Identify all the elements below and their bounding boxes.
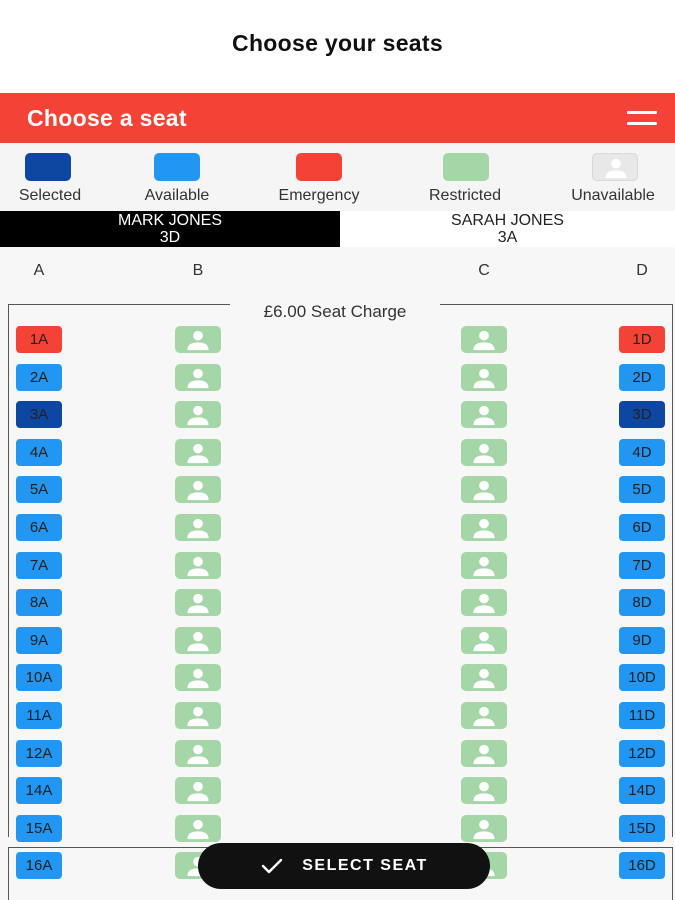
seat-restricted-c[interactable] [461,740,507,767]
legend-label: Available [144,187,210,204]
person-icon [175,439,221,466]
legend-label: Unavailable [571,187,655,204]
seat-10a[interactable]: 10A [16,664,62,691]
person-icon [461,740,507,767]
passenger-name: MARK JONES [117,212,222,229]
column-header-d: D [636,262,648,279]
legend-item-restricted [410,143,520,211]
seat-restricted-c[interactable] [461,514,507,541]
person-icon [461,326,507,353]
person-icon [175,740,221,767]
seat-8a[interactable]: 8A [16,589,62,616]
select-seat-label: SELECT SEAT [302,857,428,874]
seat-restricted-c[interactable] [461,476,507,503]
page-title: Choose your seats [232,30,443,56]
seat-7a[interactable]: 7A [16,552,62,579]
legend-item-available [122,143,232,211]
person-icon [461,589,507,616]
legend-item-selected [0,143,105,211]
legend-label: Restricted [428,187,502,204]
seat-charge-zone [8,304,673,837]
seat-11d[interactable]: 11D [619,702,665,729]
passenger-tabs [0,211,675,247]
seat-12d[interactable]: 12D [619,740,665,767]
seat-restricted-b[interactable] [175,702,221,729]
person-icon [175,777,221,804]
seat-10d[interactable]: 10D [619,664,665,691]
seat-restricted-c[interactable] [461,401,507,428]
seat-4d[interactable]: 4D [619,439,665,466]
passenger-seat: 3D [159,229,181,246]
seat-restricted-c[interactable] [461,702,507,729]
person-icon [175,627,221,654]
person-icon [175,552,221,579]
person-icon [461,815,507,842]
seat-12a[interactable]: 12A [16,740,62,767]
column-header-b: B [192,262,204,279]
seat-14a[interactable]: 14A [16,777,62,804]
app-bar [0,93,675,143]
app-bar-title: Choose a seat [27,104,187,131]
person-icon [175,476,221,503]
seat-2a[interactable]: 2A [16,364,62,391]
person-icon [461,627,507,654]
passenger-tab-sarah-jones[interactable] [340,211,675,247]
legend-swatch-selected [25,153,71,181]
person-icon [461,364,507,391]
seat-restricted-b[interactable] [175,740,221,767]
person-icon [175,326,221,353]
seat-1d[interactable]: 1D [619,326,665,353]
select-seat-button[interactable] [198,843,490,889]
seat-7d[interactable]: 7D [619,552,665,579]
seat-restricted-b[interactable] [175,589,221,616]
person-icon [175,514,221,541]
column-header-a: A [33,262,45,279]
person-icon [175,702,221,729]
seat-restricted-c[interactable] [461,627,507,654]
seat-8d[interactable]: 8D [619,589,665,616]
seat-6d[interactable]: 6D [619,514,665,541]
check-icon [260,856,284,876]
seat-15a[interactable]: 15A [16,815,62,842]
seat-restricted-b[interactable] [175,439,221,466]
person-icon [175,815,221,842]
legend-item-unavailable [558,143,668,211]
column-header-c: C [478,262,490,279]
seat-11a[interactable]: 11A [16,702,62,729]
person-icon [175,664,221,691]
person-icon [461,439,507,466]
seat-restricted-b[interactable] [175,476,221,503]
passenger-name: SARAH JONES [451,212,564,229]
seat-3d[interactable]: 3D [619,401,665,428]
seat-restricted-c[interactable] [461,326,507,353]
person-icon [461,401,507,428]
seat-restricted-c[interactable] [461,439,507,466]
legend-label: Emergency [278,187,360,204]
seat-1a[interactable]: 1A [16,326,62,353]
seat-restricted-b[interactable] [175,326,221,353]
legend-swatch-restricted [443,153,489,181]
person-icon [461,702,507,729]
seat-restricted-b[interactable] [175,815,221,842]
person-icon [461,476,507,503]
passenger-tab-mark-jones[interactable] [0,211,340,247]
seat-2d[interactable]: 2D [619,364,665,391]
seat-5a[interactable]: 5A [16,476,62,503]
seat-restricted-c[interactable] [461,364,507,391]
seat-restricted-b[interactable] [175,364,221,391]
legend-label: Selected [18,187,82,204]
seat-restricted-b[interactable] [175,514,221,541]
seat-restricted-b[interactable] [175,627,221,654]
person-icon [593,154,639,181]
person-icon [175,364,221,391]
seat-restricted-b[interactable] [175,401,221,428]
seat-map [0,247,675,900]
seat-9a[interactable]: 9A [16,627,62,654]
seat-9d[interactable]: 9D [619,627,665,654]
legend-item-emergency [264,143,374,211]
seat-14d[interactable]: 14D [619,777,665,804]
seat-4a[interactable]: 4A [16,439,62,466]
seat-restricted-c[interactable] [461,552,507,579]
seat-restricted-c[interactable] [461,589,507,616]
seat-15d[interactable]: 15D [619,815,665,842]
seat-16a[interactable]: 16A [16,852,62,879]
seat-restricted-b[interactable] [175,664,221,691]
seat-restricted-c[interactable] [461,777,507,804]
passenger-seat: 3A [497,229,518,246]
person-icon [175,589,221,616]
menu-icon[interactable] [627,109,657,127]
person-icon [461,777,507,804]
person-icon [175,401,221,428]
person-icon [461,664,507,691]
seat-restricted-c[interactable] [461,815,507,842]
person-icon [461,514,507,541]
seat-restricted-b[interactable] [175,552,221,579]
seat-3a[interactable]: 3A [16,401,62,428]
seat-legend [0,143,675,211]
seat-16d[interactable]: 16D [619,852,665,879]
seat-restricted-c[interactable] [461,664,507,691]
seat-5d[interactable]: 5D [619,476,665,503]
seat-restricted-b[interactable] [175,777,221,804]
legend-swatch-available [154,153,200,181]
seat-charge-label: £6.00 Seat Charge [230,302,440,322]
seat-6a[interactable]: 6A [16,514,62,541]
legend-swatch-emergency [296,153,342,181]
person-icon [461,552,507,579]
legend-swatch-unavailable [592,153,638,181]
